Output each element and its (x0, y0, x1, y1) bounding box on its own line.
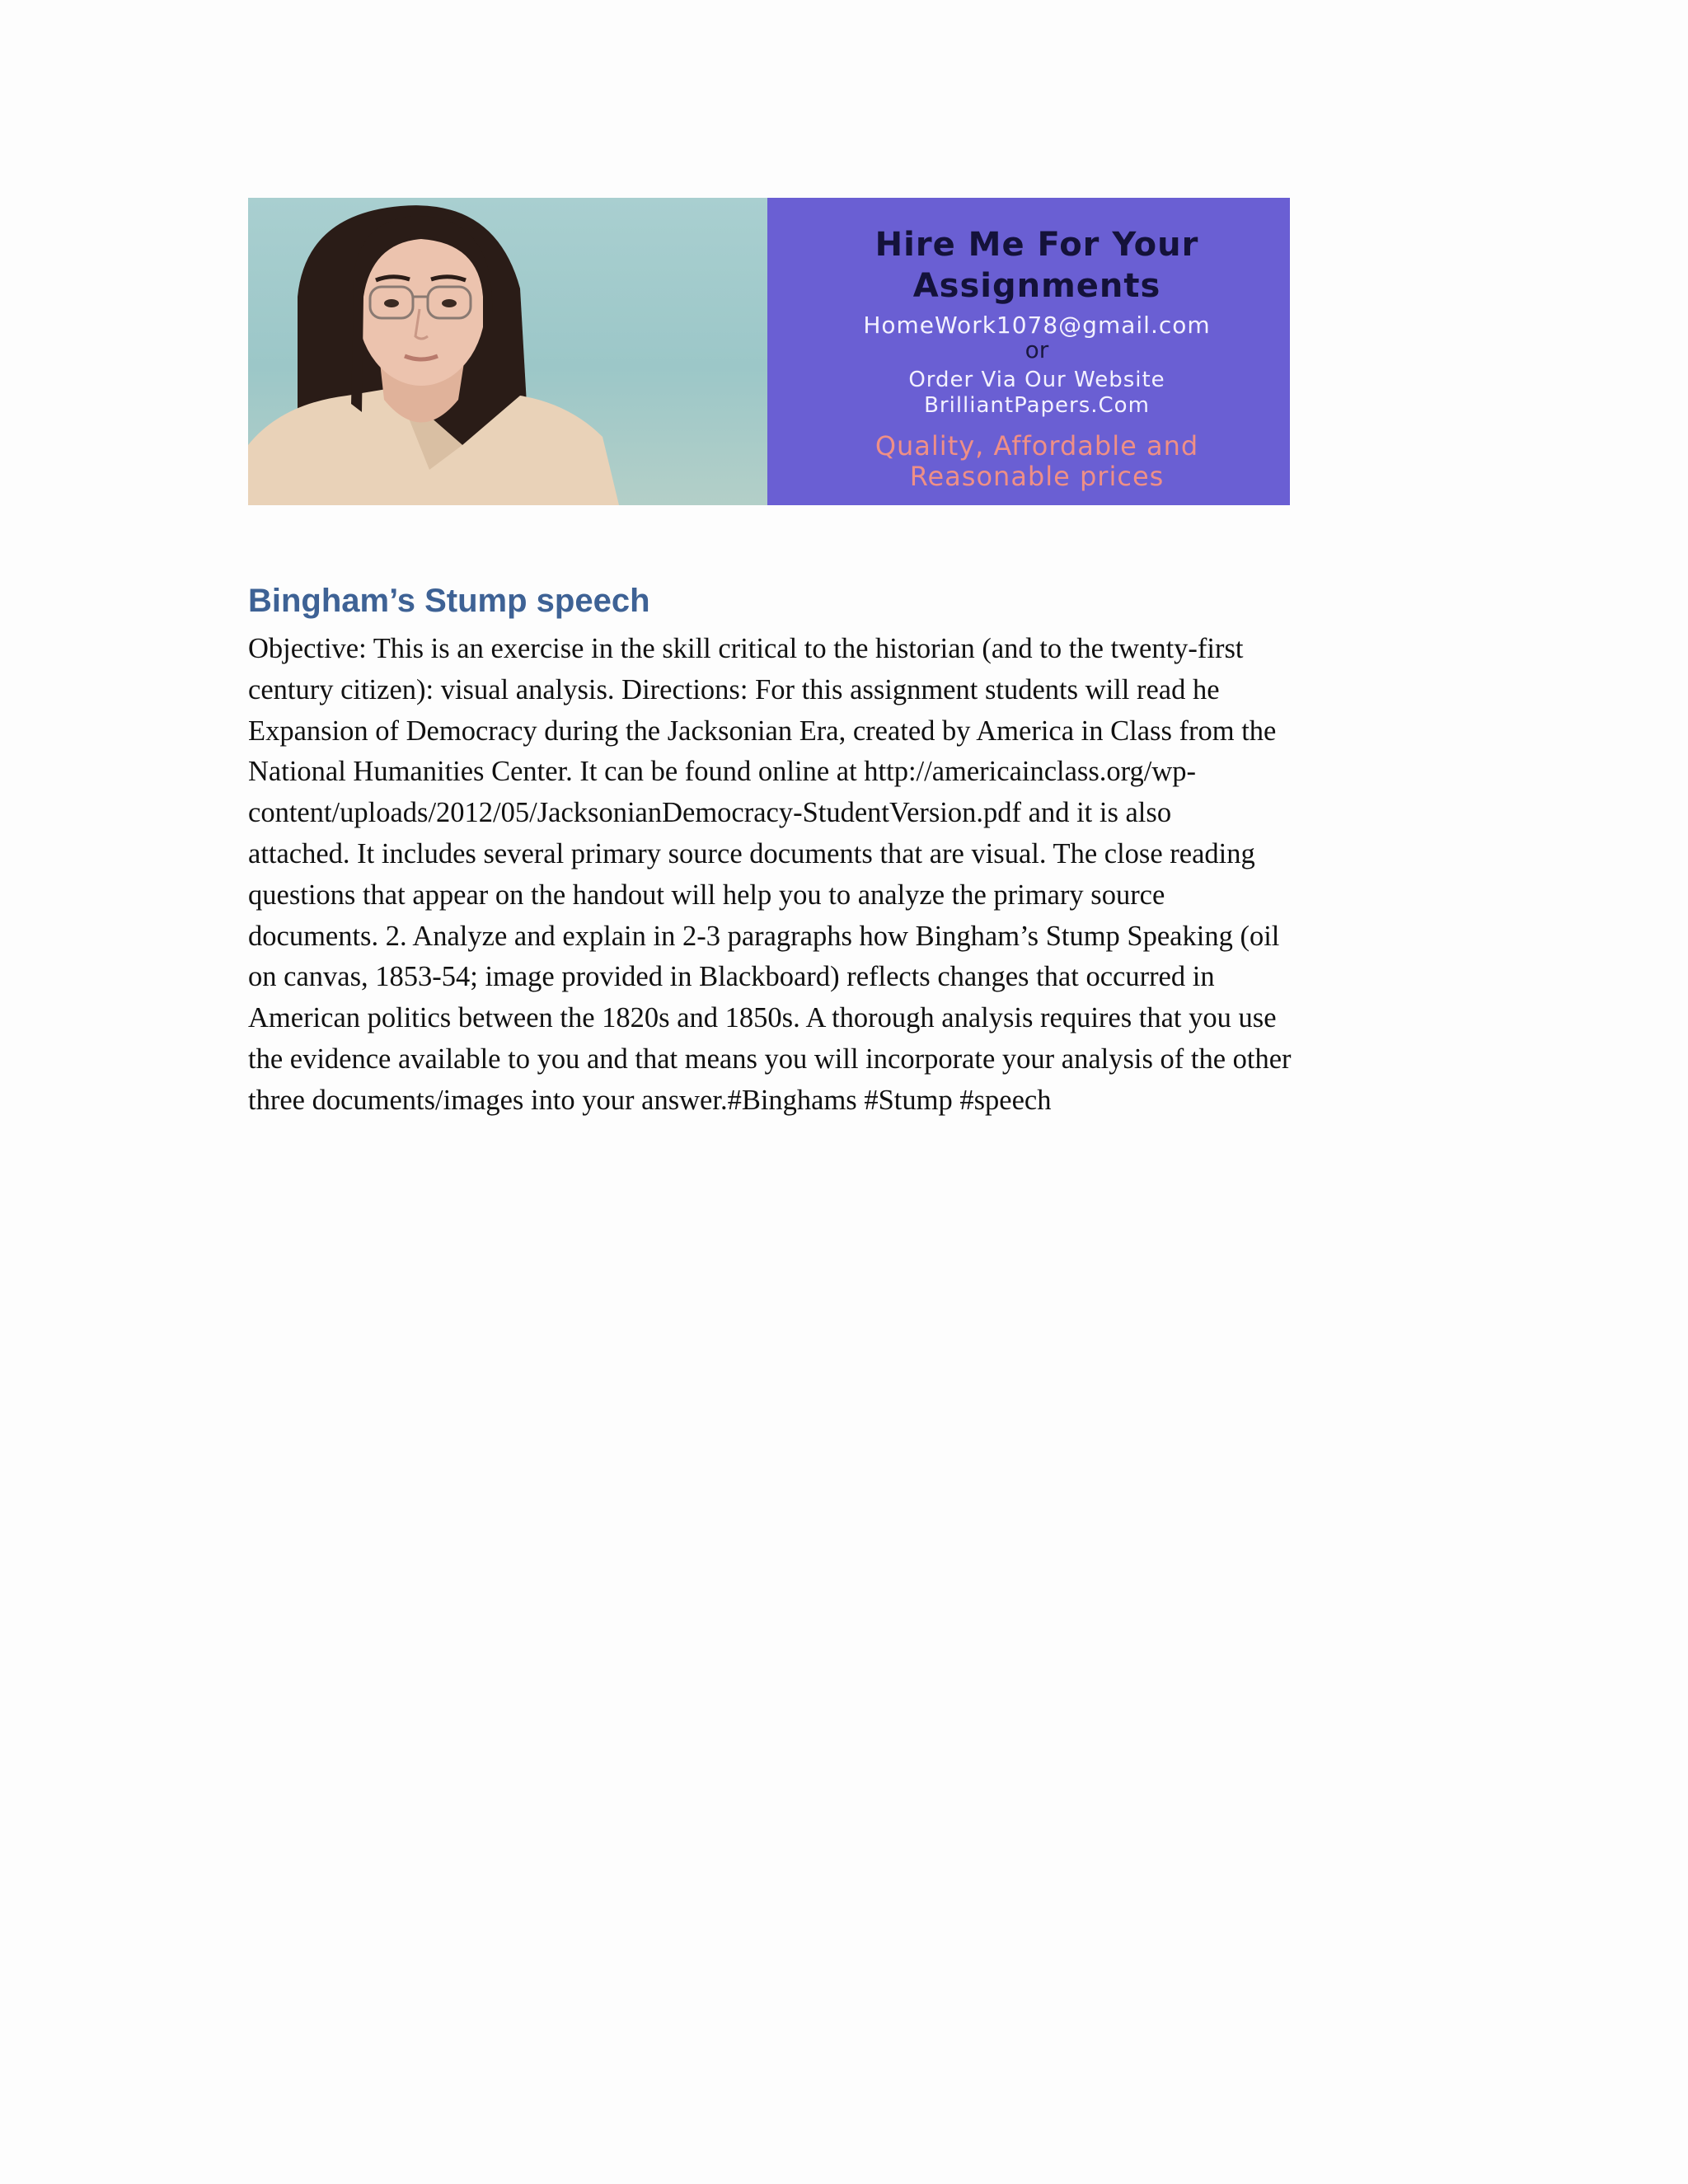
body-line: documents. 2. Analyze and explain in 2-3 paragraphs how Bingham’s Stump Speaking (oil (248, 920, 1280, 952)
banner-or: or (1025, 336, 1049, 363)
advertisement-banner (248, 198, 1290, 505)
body-line: the evidence available to you and that means you will incorporate your analysis of the other (248, 1043, 1292, 1075)
banner-email: HomeWork1078@gmail.com (863, 312, 1211, 339)
body-line: attached. It includes several primary source documents that are visual. The close reading (248, 837, 1255, 869)
banner-website-line: Order Via Our Website (908, 368, 1165, 392)
body-line: three documents/images into your answer.#Binghams #Stump #speech (248, 1084, 1052, 1116)
body-line: Expansion of Democracy during the Jacksonian Era, created by America in Class from the (248, 715, 1277, 747)
body-line: content/uploads/2012/05/JacksonianDemocracy-StudentVersion.pdf and it is also (248, 797, 1172, 829)
document-title: Bingham’s Stump speech (248, 583, 650, 619)
banner-website (784, 368, 1290, 419)
body-line: National Humanities Center. It can be found online at http://americainclass.org/wp- (248, 756, 1197, 788)
banner-heading-line: Assignments (912, 267, 1161, 305)
banner-website-line: BrilliantPapers.Com (924, 393, 1150, 418)
page-content (248, 198, 1451, 1116)
document-body (248, 629, 1451, 1122)
banner-tagline (784, 431, 1290, 492)
body-line: on canvas, 1853-54; image provided in Blackboard) reflects changes that occurred in (248, 961, 1215, 993)
body-line: century citizen): visual analysis. Directions: For this assignment students will read he (248, 673, 1220, 705)
woman-with-glasses-image (248, 198, 767, 505)
banner-text-panel (767, 198, 1290, 505)
banner-heading (784, 224, 1290, 307)
banner-heading-line: Hire Me For Your (874, 226, 1199, 264)
banner-photo (248, 198, 767, 505)
body-line: Objective: This is an exercise in the skill critical to the historian (and to the twenty-first (248, 633, 1244, 664)
body-line: American politics between the 1820s and 1850s. A thorough analysis requires that you use (248, 1002, 1277, 1034)
banner-tagline-line: Reasonable prices (909, 461, 1165, 492)
banner-tagline-line: Quality, Affordable and (874, 430, 1199, 462)
body-line: questions that appear on the handout will help you to analyze the primary source (248, 879, 1165, 911)
